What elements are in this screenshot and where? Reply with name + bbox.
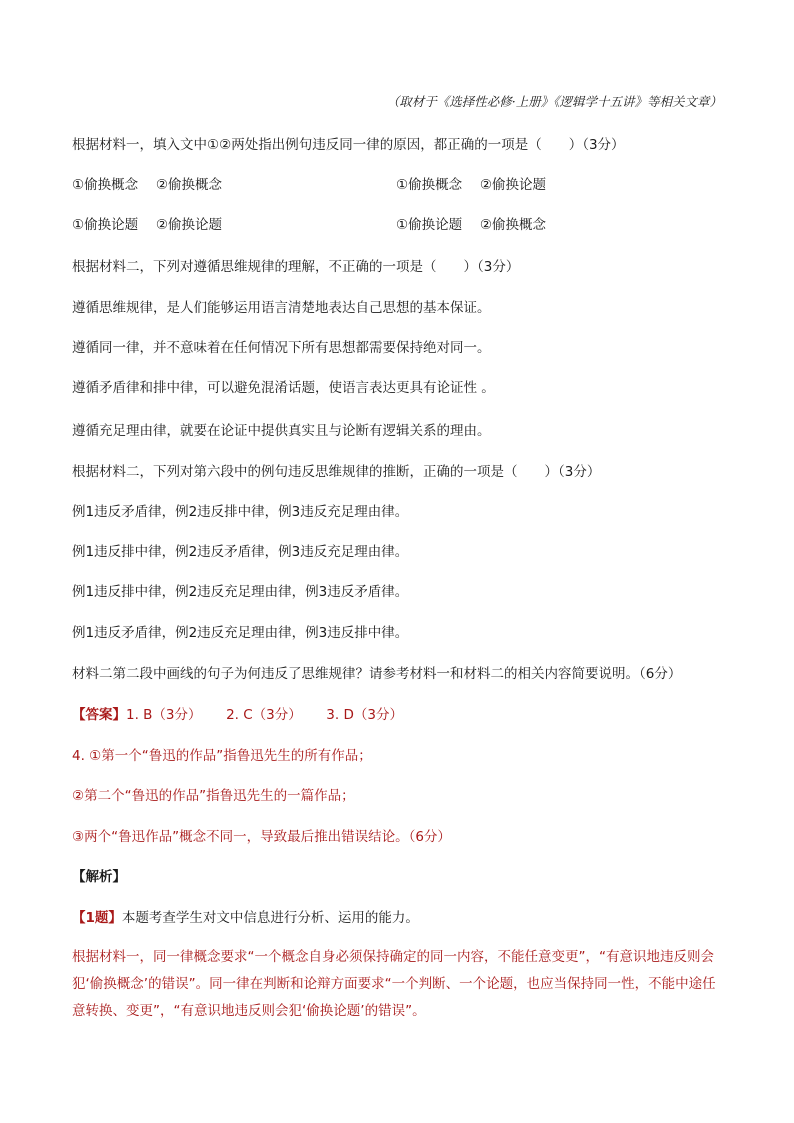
option-label: ①偷换概念 ②偷换论题 (396, 177, 546, 193)
q2-option-a (72, 298, 491, 318)
q3-option-c (72, 582, 408, 602)
option-label: 遵循思维规律，是人们能够运用语言清楚地表达自己思想的基本保证。 (72, 300, 491, 316)
option-label: 遵循同一律，并不意味着在任何情况下所有思想都需要保持绝对同一。 (72, 340, 491, 356)
q1-option-c (72, 215, 222, 235)
option-label: 例1违反矛盾律，例2违反排中律，例3违反充足理由律。 (72, 504, 409, 520)
question-text: 根据材料二，下列对遵循思维规律的理解，不正确的一项是（ ）（3分） (72, 259, 520, 275)
question-text: 根据材料一，填入文中①②两处指出例句违反同一律的原因，都正确的一项是（ ）（3分） (72, 137, 625, 153)
question-1 (72, 135, 625, 155)
answer-4-line-2: ②第二个“鲁迅的作品”指鲁迅先生的一篇作品； (72, 788, 355, 804)
q3-option-b (72, 542, 408, 562)
answer-block (72, 705, 403, 725)
q2-option-c (72, 378, 495, 398)
option-label: 例1违反排中律，例2违反充足理由律，例3违反矛盾律。 (72, 584, 409, 600)
option-label: ①偷换概念 ②偷换概念 (72, 177, 222, 193)
option-label: 遵循充足理由律，就要在论证中提供真实且与论断有逻辑关系的理由。 (72, 423, 491, 439)
option-label: ①偷换论题 ②偷换论题 (72, 217, 222, 233)
option-label: 例1违反排中律，例2违反矛盾律，例3违反充足理由律。 (72, 544, 409, 560)
answer-label: 【答案】 (72, 707, 126, 723)
analysis-label: 【解析】 (72, 869, 126, 885)
question-2 (72, 257, 519, 277)
analysis-q1-intro: 本题考查学生对文中信息进行分析、运用的能力。 (121, 910, 419, 926)
q1-option-a (72, 175, 222, 195)
question-text: 根据材料二，下列对第六段中的例句违反思维规律的推断，正确的一项是（ ）（3分） (72, 464, 601, 480)
option-label: ①偷换论题 ②偷换概念 (396, 217, 546, 233)
q3-option-a (72, 502, 408, 522)
option-label: 遵循矛盾律和排中律，可以避免混淆话题，使语言表达更具有论证性 。 (72, 380, 495, 396)
answer-choices: 1. B（3分） 2. C（3分） 3. D（3分） (126, 707, 403, 723)
q3-option-d (72, 623, 408, 643)
option-label: 例1违反矛盾律，例2违反充足理由律，例3违反排中律。 (72, 625, 409, 641)
source-citation: （取材于《选择性必修·上册》《逻辑学十五讲》等相关文章） (386, 94, 722, 109)
question-text: 材料二第二段中画线的句子为何违反了思维规律？请参考材料一和材料二的相关内容简要说明。（6分） (72, 666, 682, 682)
analysis-paragraph: 根据材料一，同一律概念要求“一个概念自身必须保持确定的同一内容，不能任意变更”，“有意识地违反则会犯‘偷换概念’的错误”。同一律在判断和论辩方面要求“一个判断、一个论题，也应当保持同一性，不能中途任意转换、变更”，“有意识地违反则会犯‘偷换论题’的错误”。 (72, 949, 716, 1019)
answer-4-line-1: 4. ①第一个“鲁迅的作品”指鲁迅先生的所有作品； (72, 748, 372, 764)
q1-option-d (396, 215, 546, 235)
q2-option-b (72, 338, 491, 358)
q2-option-d (72, 421, 491, 441)
answer-4-line-3: ③两个“鲁迅作品”概念不同一，导致最后推出错误结论。（6分） (72, 829, 451, 845)
question-3 (72, 462, 600, 482)
analysis-q1-tag: 【1题】 (72, 910, 122, 926)
q1-option-b (396, 175, 546, 195)
analysis-q1-heading (72, 908, 419, 928)
question-4 (72, 664, 681, 684)
